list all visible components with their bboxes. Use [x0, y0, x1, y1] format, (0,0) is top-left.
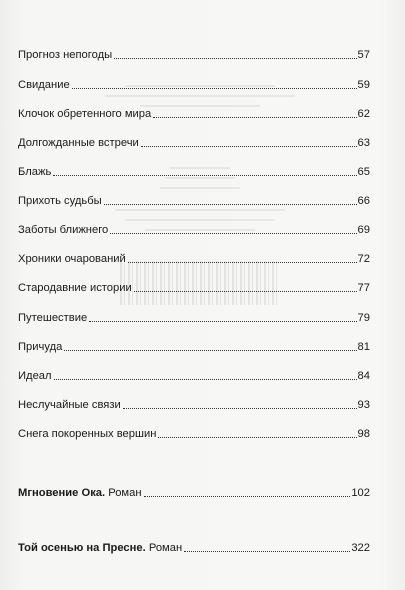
toc-entry-title: Свидание	[18, 79, 70, 91]
leader-dots	[53, 175, 356, 176]
leader-dots	[153, 117, 356, 118]
leader-dots	[141, 146, 357, 147]
toc-entry-page: 81	[357, 341, 370, 353]
leader-dots	[64, 350, 356, 351]
toc-entry-title: Идеал	[18, 370, 52, 382]
toc-entry[interactable]	[18, 76, 370, 92]
toc-entry[interactable]	[18, 425, 370, 441]
leader-dots	[89, 321, 356, 322]
toc-entry[interactable]	[18, 367, 370, 383]
toc-entry-page: 69	[357, 224, 370, 236]
toc-entry-page: 62	[357, 108, 370, 120]
toc-entry[interactable]	[18, 250, 370, 266]
toc-entry[interactable]	[18, 46, 370, 62]
toc-entry-title: Заботы ближнего	[18, 224, 109, 236]
toc-entry-title: Блажь	[18, 166, 52, 178]
toc-entry-title: Клочок обретенного мира	[18, 108, 152, 120]
toc-novel-entry[interactable]	[18, 539, 370, 555]
leader-dots	[134, 291, 357, 292]
toc-entry-title: Прогноз непогоды	[18, 49, 113, 61]
leader-dots	[158, 437, 356, 438]
toc-entry-page: 57	[357, 49, 370, 61]
toc-entry[interactable]	[18, 221, 370, 237]
leader-dots	[104, 204, 357, 205]
toc-novel-genre: Роман	[148, 542, 183, 554]
toc-entry-page: 102	[351, 487, 370, 499]
toc-entry-title: Хроники очарований	[18, 253, 126, 265]
leader-dots	[54, 379, 357, 380]
leader-dots	[114, 58, 356, 59]
toc-entry[interactable]	[18, 338, 370, 354]
toc-novel-title: Той осенью на Пресне.	[18, 542, 146, 554]
toc-novel-genre: Роман	[108, 487, 142, 499]
toc-entry-title: Стародавние истории	[18, 282, 132, 294]
toc-novel-entry[interactable]	[18, 484, 370, 500]
leader-dots	[144, 496, 351, 497]
toc-entry-page: 322	[351, 542, 370, 554]
toc-entry-page: 63	[357, 137, 370, 149]
leader-dots	[128, 262, 357, 263]
toc-entry-page: 65	[357, 166, 370, 178]
toc-entry-page: 59	[357, 79, 370, 91]
toc-entry-page: 79	[357, 312, 370, 324]
toc-novel-title: Мгновение Ока.	[18, 487, 106, 499]
leader-dots	[184, 551, 350, 552]
toc-entry-title: Снега покоренных вершин	[18, 428, 157, 440]
toc-entry[interactable]	[18, 279, 370, 295]
toc-entry-title: Путешествие	[18, 312, 88, 324]
toc-novel-heading	[18, 487, 142, 500]
toc-entry[interactable]	[18, 134, 370, 150]
toc-entry-title: Причуда	[18, 341, 63, 353]
toc-entry[interactable]	[18, 105, 370, 121]
toc-entry-title: Прихоть судьбы	[18, 195, 102, 207]
toc-entry-page: 84	[357, 370, 370, 382]
toc-entry-page: 93	[357, 399, 370, 411]
toc-entry[interactable]	[18, 309, 370, 325]
toc-entry-page: 66	[357, 195, 370, 207]
toc-entry[interactable]	[18, 396, 370, 412]
toc-entry-title: Долгожданные встречи	[18, 137, 139, 149]
leader-dots	[123, 408, 357, 409]
toc-novel-heading	[18, 542, 182, 555]
leader-dots	[110, 233, 356, 234]
leader-dots	[72, 88, 357, 89]
toc-entry[interactable]	[18, 192, 370, 208]
toc-entry-page: 98	[357, 428, 370, 440]
toc-entry-page: 72	[357, 253, 370, 265]
toc-entry-page: 77	[357, 282, 370, 294]
toc-entry-title: Неслучайные связи	[18, 399, 121, 411]
toc-entry[interactable]	[18, 163, 370, 179]
